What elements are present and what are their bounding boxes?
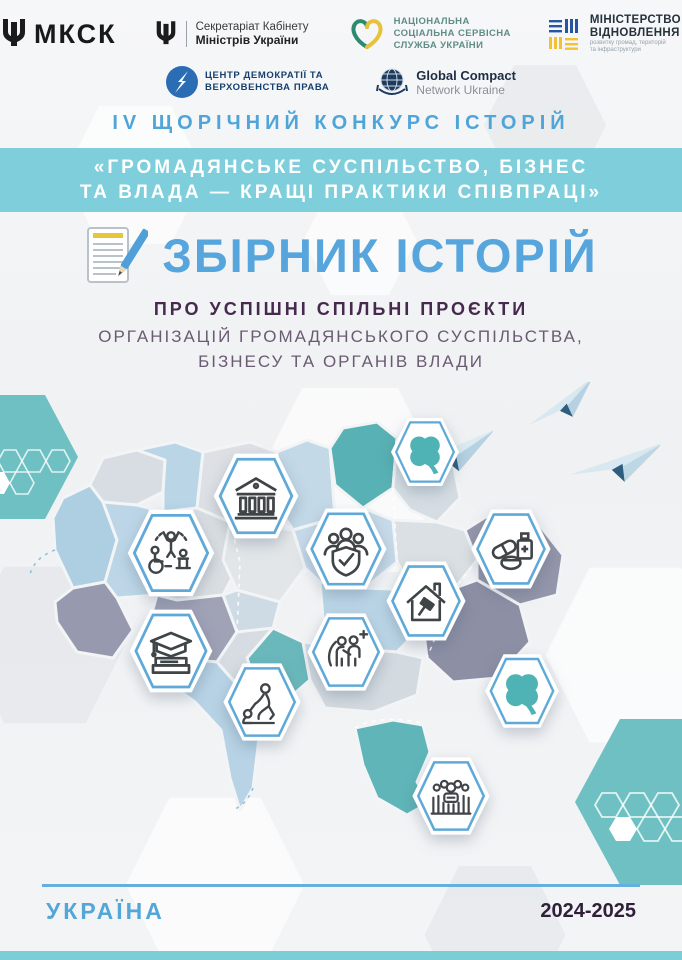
secretariat-line2: Міністрів України xyxy=(195,33,299,47)
decorative-teal-hexagon xyxy=(0,392,80,522)
partner-logos-row-2 xyxy=(0,62,682,102)
subtitle-bold: ПРО УСПІШНІ СПІЛЬНІ ПРОЄКТИ xyxy=(153,299,529,319)
ministry-tagline2: та інфраструктури xyxy=(589,47,641,53)
mksk-label: МКСК xyxy=(33,18,117,49)
subtitle-line2: БІЗНЕСУ ТА ОРГАНІВ ВЛАДИ xyxy=(198,352,484,371)
logo-secretariat xyxy=(155,19,309,49)
paper-plane-icon xyxy=(572,435,660,487)
badge-community-group xyxy=(409,754,493,838)
un-globe-icon xyxy=(375,65,409,99)
notepad-pencil-icon xyxy=(84,224,148,286)
ministry-stripes-icon xyxy=(549,18,583,50)
logo-cedem xyxy=(166,66,329,98)
decorative-teal-hexagon xyxy=(570,715,682,890)
subtitle-line1: ОРГАНІЗАЦІЙ ГРОМАДЯНСЬКОГО СУСПІЛЬСТВА, xyxy=(98,327,584,346)
footer-divider xyxy=(42,884,640,887)
ministry-line1: МІНІСТЕРСТВО xyxy=(589,14,681,26)
badge-clover xyxy=(388,415,462,489)
main-title-block xyxy=(0,224,682,286)
heart-hands-icon xyxy=(347,16,387,52)
main-title: ЗБІРНИК ІСТОРІЙ xyxy=(162,228,598,282)
global-compact-line2: Network Ukraine xyxy=(416,82,505,97)
badge-caregiver xyxy=(220,660,304,744)
trident-icon xyxy=(155,19,177,49)
logo-ministry-restoration xyxy=(549,14,681,54)
badge-bank xyxy=(210,450,302,542)
theme-banner-line1: «ГРОМАДЯНСЬКЕ СУСПІЛЬСТВО, БІЗНЕС xyxy=(93,156,589,178)
logo-global-compact xyxy=(375,65,516,99)
partner-logos-row-1 xyxy=(0,12,682,56)
badge-pills xyxy=(468,506,554,592)
footer-country: УКРАЇНА xyxy=(46,898,165,924)
global-compact-line1: Global Compact xyxy=(416,67,516,83)
ministry-line2: ВІДНОВЛЕННЯ xyxy=(589,27,680,39)
contest-title: IV ЩОРІЧНИЙ КОНКУРС ІСТОРІЙ xyxy=(112,112,570,134)
badge-family-health xyxy=(304,610,388,694)
cedem-line1: ЦЕНТР ДЕМОКРАТІЇ ТА xyxy=(205,70,324,81)
logo-social-service xyxy=(347,16,511,52)
badge-house-rebuild xyxy=(383,558,469,644)
quill-circle-icon xyxy=(166,66,198,98)
divider xyxy=(186,21,187,47)
theme-banner xyxy=(0,148,682,212)
theme-banner-line2: ТА ВЛАДА — КРАЩІ ПРАКТИКИ СПІВПРАЦІ» xyxy=(79,181,603,203)
cedem-line2: ВЕРХОВЕНСТВА ПРАВА xyxy=(205,82,330,93)
badge-clover xyxy=(482,651,562,731)
social-service-line3: СЛУЖБА УКРАЇНИ xyxy=(393,40,484,51)
paper-plane-icon xyxy=(525,382,597,424)
secretariat-line1: Секретаріат Кабінету xyxy=(195,21,309,33)
badge-inclusion xyxy=(124,506,218,600)
footer-years: 2024-2025 xyxy=(540,900,636,922)
social-service-line1: НАЦІОНАЛЬНА xyxy=(393,16,470,27)
logo-mksk xyxy=(1,18,117,50)
ministry-tagline1: розвитку громад, територій xyxy=(589,40,666,46)
badge-education xyxy=(126,606,216,696)
trident-icon xyxy=(1,18,27,50)
social-service-line2: СОЦІАЛЬНА СЕРВІСНА xyxy=(393,28,511,39)
badge-community-shield xyxy=(302,505,390,593)
footer-accent-bar xyxy=(0,951,682,960)
